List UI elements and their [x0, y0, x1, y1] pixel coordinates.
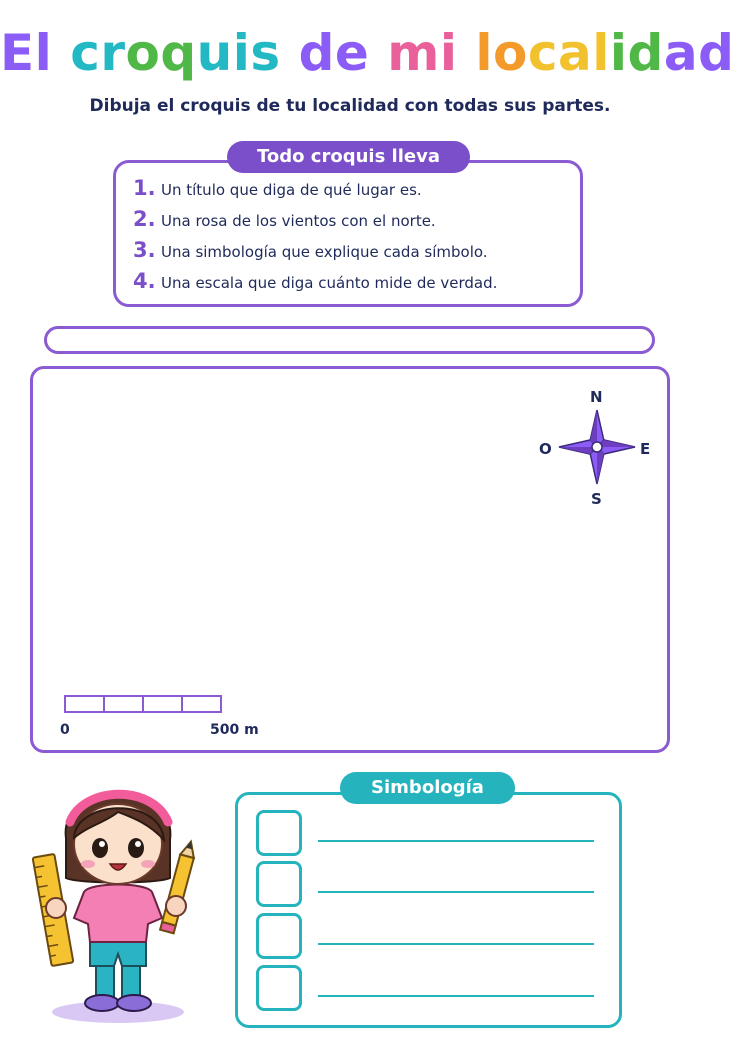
- scale-start-label: 0: [60, 722, 70, 738]
- list-item: [133, 207, 573, 238]
- symbol-draw-box[interactable]: [256, 810, 302, 856]
- requirements-heading: Todo croquis lleva: [227, 141, 470, 173]
- north-label: N: [590, 388, 603, 406]
- instructions-subtitle: Dibuja el croquis de tu localidad con todas sus partes.: [89, 96, 611, 116]
- item-text: Una rosa de los vientos con el norte.: [161, 212, 436, 230]
- item-text: Una escala que diga cuánto mide de verdad.: [161, 274, 498, 292]
- scale-segment: [142, 695, 183, 713]
- compass-star-icon: [530, 385, 660, 515]
- east-label: E: [640, 440, 651, 458]
- title-segment: [457, 18, 475, 88]
- item-number: 4.: [133, 269, 156, 293]
- symbol-draw-box[interactable]: [256, 913, 302, 959]
- list-item: [133, 238, 573, 269]
- title-segment: [281, 18, 299, 88]
- symbol-description-line[interactable]: [318, 840, 594, 842]
- title-segment: [369, 18, 387, 88]
- list-item: [133, 176, 573, 207]
- symbology-heading: Simbología: [340, 772, 515, 804]
- title-segment: uis: [196, 24, 281, 82]
- map-title-field[interactable]: [44, 326, 655, 354]
- page-title: [0, 18, 734, 88]
- title-segment: [52, 18, 70, 88]
- symbology-row: [256, 913, 596, 959]
- item-text: Un título que diga de qué lugar es.: [161, 181, 422, 199]
- list-item: [133, 269, 573, 300]
- symbol-draw-box[interactable]: [256, 861, 302, 907]
- symbology-row: [256, 810, 596, 856]
- symbol-description-line[interactable]: [318, 995, 594, 997]
- title-segment: El: [0, 24, 53, 82]
- compass-rose: [530, 385, 660, 515]
- title-segment: de: [298, 24, 370, 82]
- title-segment: ad: [663, 24, 734, 82]
- scale-segment: [181, 695, 222, 713]
- item-number: 1.: [133, 176, 156, 200]
- title-segment: cr: [70, 24, 126, 82]
- symbol-description-line[interactable]: [318, 891, 594, 893]
- title-segment: oq: [125, 24, 197, 82]
- west-label: O: [539, 440, 552, 458]
- title-segment: lo: [475, 24, 528, 82]
- scale-segment: [64, 695, 105, 713]
- title-segment: mi: [387, 24, 458, 82]
- scale-segment: [103, 695, 144, 713]
- item-number: 3.: [133, 238, 156, 262]
- south-label: S: [591, 490, 602, 508]
- requirements-list: [133, 176, 573, 300]
- title-segment: id: [609, 24, 664, 82]
- symbol-description-line[interactable]: [318, 943, 594, 945]
- scale-end-label: 500 m: [210, 722, 259, 738]
- item-text: Una simbología que explique cada símbolo.: [161, 243, 488, 261]
- girl-with-ruler-and-pencil-illustration: [28, 760, 208, 1030]
- item-number: 2.: [133, 207, 156, 231]
- scale-bar: [64, 695, 222, 713]
- symbology-row: [256, 965, 596, 1011]
- symbology-row: [256, 861, 596, 907]
- title-segment: cal: [527, 24, 610, 82]
- symbol-draw-box[interactable]: [256, 965, 302, 1011]
